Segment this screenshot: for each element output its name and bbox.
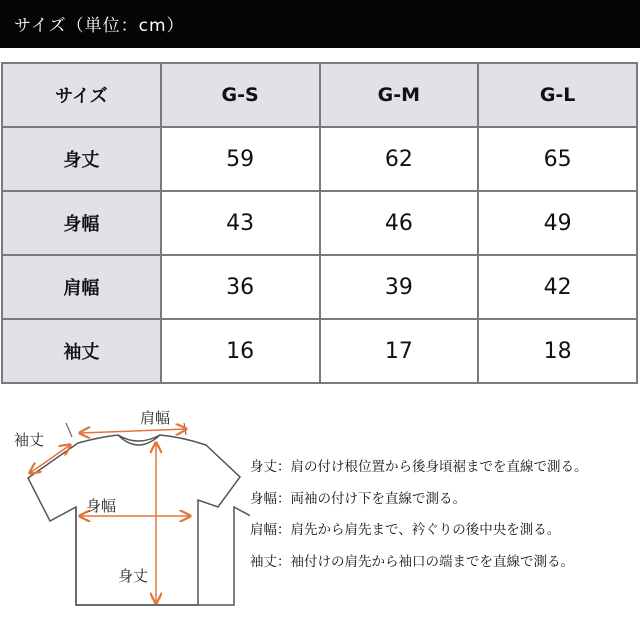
table-cell: 49 bbox=[478, 191, 637, 255]
corner-header: サイズ bbox=[2, 63, 161, 127]
table-cell: 65 bbox=[478, 127, 637, 191]
shoulder-arrow bbox=[80, 429, 186, 433]
table-row bbox=[2, 255, 637, 319]
note-length: 身丈：肩の付け根位置から後身頃裾までを直線で測る。 bbox=[250, 459, 588, 475]
table-cell: 43 bbox=[161, 191, 320, 255]
measurement-notes bbox=[250, 458, 635, 584]
table-row bbox=[2, 191, 637, 255]
table-cell: 39 bbox=[320, 255, 479, 319]
column-header: G-S bbox=[161, 63, 320, 127]
table-cell: 46 bbox=[320, 191, 479, 255]
length-label: 身丈 bbox=[118, 567, 149, 585]
column-header: G-L bbox=[478, 63, 637, 127]
tshirt-diagram bbox=[0, 395, 250, 640]
shoulder-label: 肩幅 bbox=[140, 409, 171, 427]
width-label: 身幅 bbox=[86, 497, 117, 515]
header-title: サイズ（単位：cm） bbox=[14, 16, 185, 36]
table-cell: 36 bbox=[161, 255, 320, 319]
page-header bbox=[0, 0, 640, 48]
tshirt-collar bbox=[118, 435, 160, 445]
size-table bbox=[1, 62, 638, 384]
sleeve-label: 袖丈 bbox=[14, 431, 45, 449]
row-header: 肩幅 bbox=[2, 255, 161, 319]
column-header: G-M bbox=[320, 63, 479, 127]
row-header: 袖丈 bbox=[2, 319, 161, 383]
table-cell: 62 bbox=[320, 127, 479, 191]
table-row bbox=[2, 319, 637, 383]
table-cell: 17 bbox=[320, 319, 479, 383]
sleeve-arrow bbox=[30, 445, 70, 473]
row-header: 身幅 bbox=[2, 191, 161, 255]
row-header: 身丈 bbox=[2, 127, 161, 191]
tshirt-outline-right bbox=[78, 435, 240, 605]
table-header-row bbox=[2, 63, 637, 127]
tshirt-body-left bbox=[76, 507, 198, 605]
note-width: 身幅：両袖の付け下を直線で測る。 bbox=[250, 490, 466, 507]
note-sleeve: 袖丈：袖付けの肩先から袖口の端までを直線で測る。 bbox=[250, 553, 574, 570]
table-cell: 16 bbox=[161, 319, 320, 383]
table-row bbox=[2, 127, 637, 191]
tshirt-diagram-svg bbox=[0, 395, 250, 640]
table-cell: 18 bbox=[478, 319, 637, 383]
table-cell: 42 bbox=[478, 255, 637, 319]
table-cell: 59 bbox=[161, 127, 320, 191]
note-shoulder: 肩幅：肩先から肩先まで、衿ぐりの後中央を測る。 bbox=[250, 522, 561, 538]
